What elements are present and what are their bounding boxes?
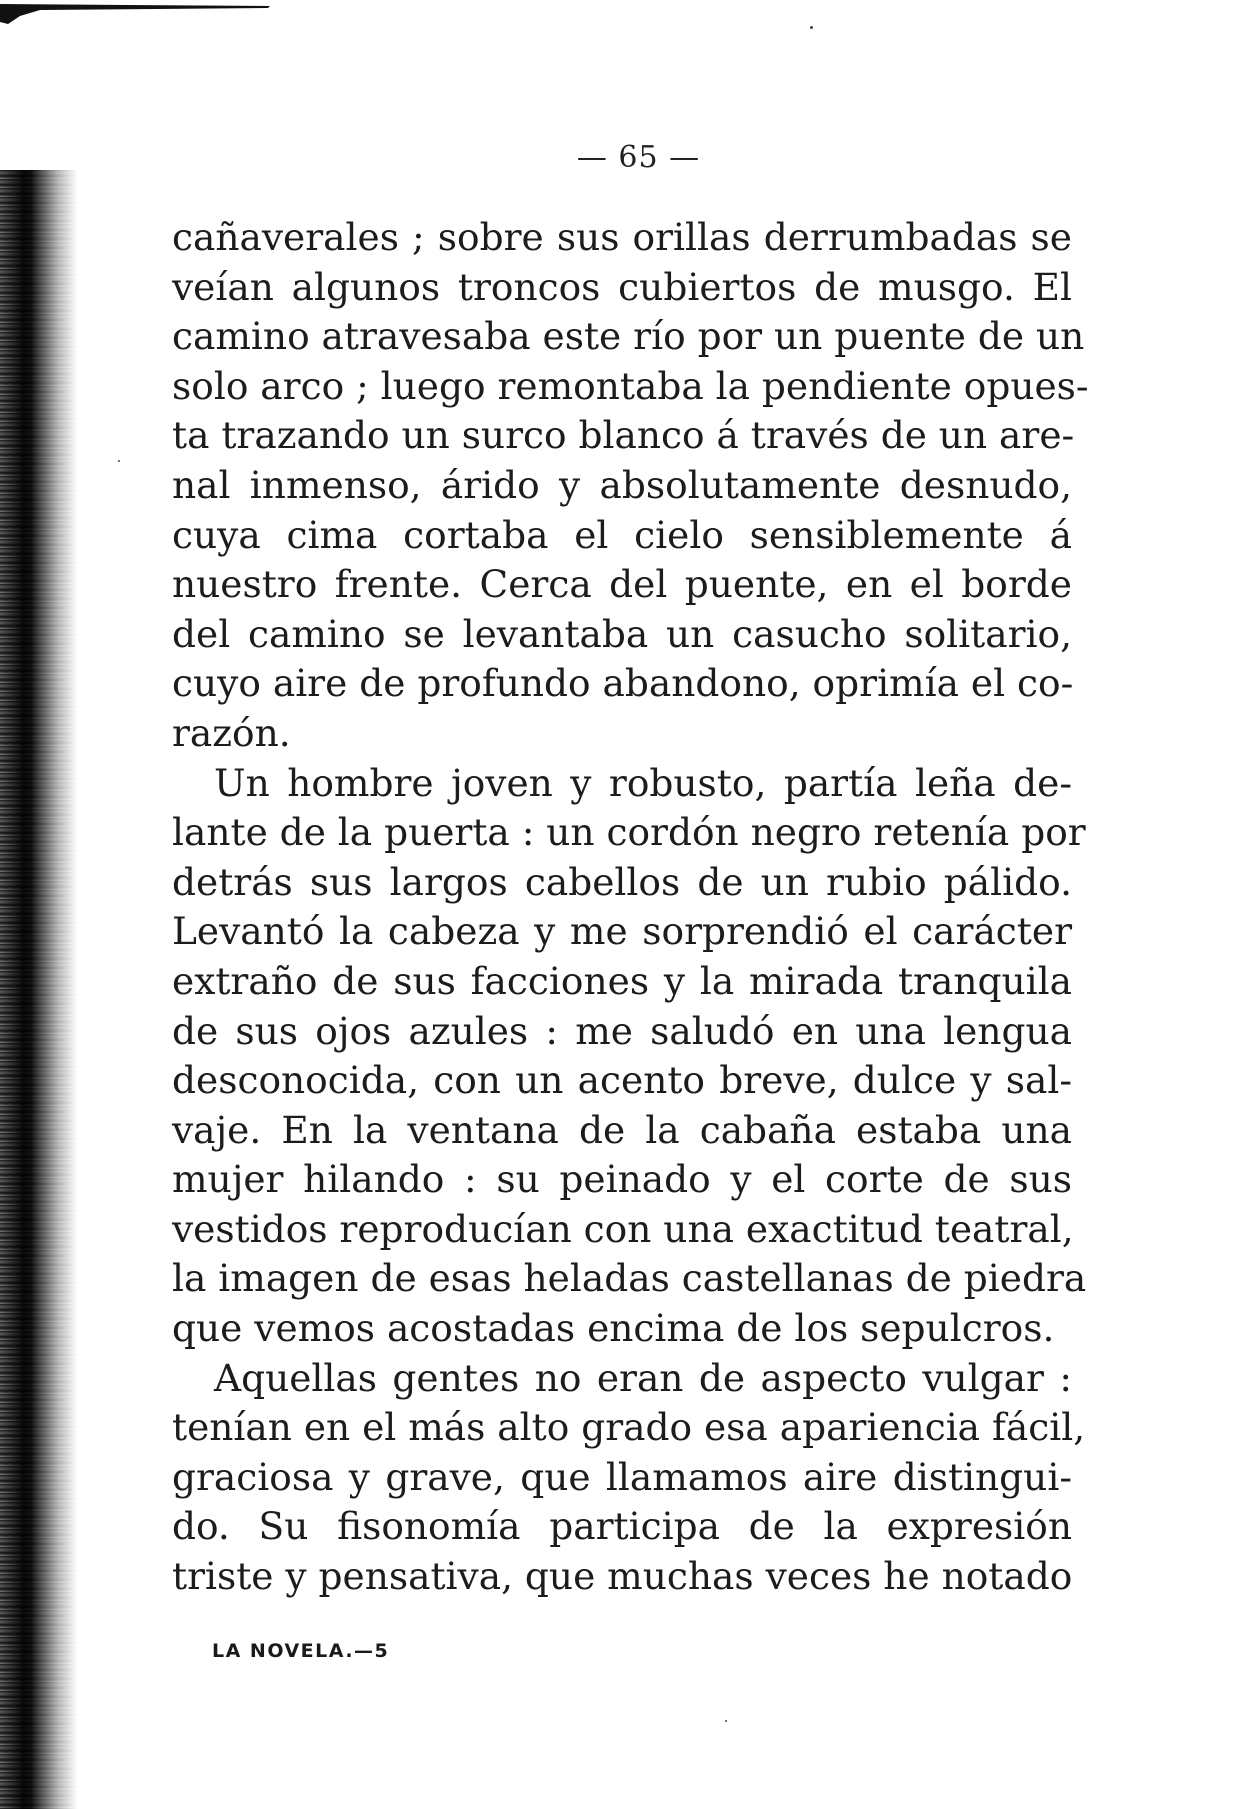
scan-speck — [118, 460, 120, 462]
text-line: solo arco ; luego remontaba la pendiente opues- — [172, 363, 1089, 408]
page-number: — 65 — — [576, 140, 701, 175]
text-line: cañaverales ; sobre sus orillas derrumbadas se — [172, 215, 1072, 259]
paragraph-1 — [172, 213, 1089, 759]
text-line: Levantó la cabeza y me sorprendió el carácter — [172, 909, 1072, 954]
text-line: la imagen de esas heladas castellanas de piedra — [172, 1256, 1087, 1301]
text-line: lante de la puerta : un cordón negro retenía por — [172, 810, 1086, 855]
text-line: de sus ojos azules : me saludó en una lengua — [172, 1008, 1072, 1053]
text-line: camino atravesaba este río por un puente de un — [172, 314, 1085, 359]
text-line: cuyo aire de profundo abandono, oprimía el co- — [172, 661, 1074, 706]
text-line: razón. — [172, 710, 291, 755]
paragraph-3 — [172, 1354, 1086, 1602]
text-line: do. Su fisonomía participa de la expresión — [172, 1504, 1072, 1549]
text-line: Aquellas gentes no eran de aspecto vulgar : — [214, 1355, 1072, 1400]
text-line: desconocida, con un acento breve, dulce y sal- — [172, 1058, 1072, 1103]
text-line: cuya cima cortaba el cielo sensiblemente á — [172, 512, 1072, 557]
scan-edge-mark — [0, 0, 270, 26]
scanned-binding-shadow — [0, 170, 78, 1809]
text-line: vaje. En la ventana de la cabaña estaba una — [172, 1107, 1072, 1152]
text-line: graciosa y grave, que llamamos aire distingui- — [172, 1454, 1072, 1499]
text-line: veían algunos troncos cubiertos de musgo. El — [172, 264, 1072, 309]
scan-speck — [725, 1720, 727, 1722]
text-line: nuestro frente. Cerca del puente, en el borde — [172, 562, 1072, 607]
text-line: triste y pensativa, que muchas veces he notado — [172, 1554, 1073, 1599]
text-line: vestidos reproducían con una exactitud teatral, — [172, 1206, 1074, 1251]
paragraph-2 — [172, 759, 1087, 1354]
text-line: del camino se levantaba un casucho solitario, — [172, 611, 1072, 656]
text-line: extraño de sus facciones y la mirada tranquila — [172, 958, 1072, 1003]
text-line: que vemos acostadas encima de los sepulcros. — [172, 1306, 1055, 1351]
text-line: tenían en el más alto grado esa apariencia fácil, — [172, 1405, 1086, 1450]
printer-signature-mark: LA NOVELA.—5 — [212, 1640, 390, 1662]
text-line: Un hombre joven y robusto, partía leña de- — [214, 760, 1072, 805]
text-line: detrás sus largos cabellos de un rubio pálido. — [172, 859, 1072, 904]
text-line: ta trazando un surco blanco á través de un are- — [172, 413, 1075, 458]
page-body — [172, 213, 1089, 1602]
scan-speck — [810, 26, 813, 29]
text-line: nal inmenso, árido y absolutamente desnudo, — [172, 462, 1072, 507]
text-line: mujer hilando : su peinado y el corte de sus — [172, 1157, 1072, 1202]
